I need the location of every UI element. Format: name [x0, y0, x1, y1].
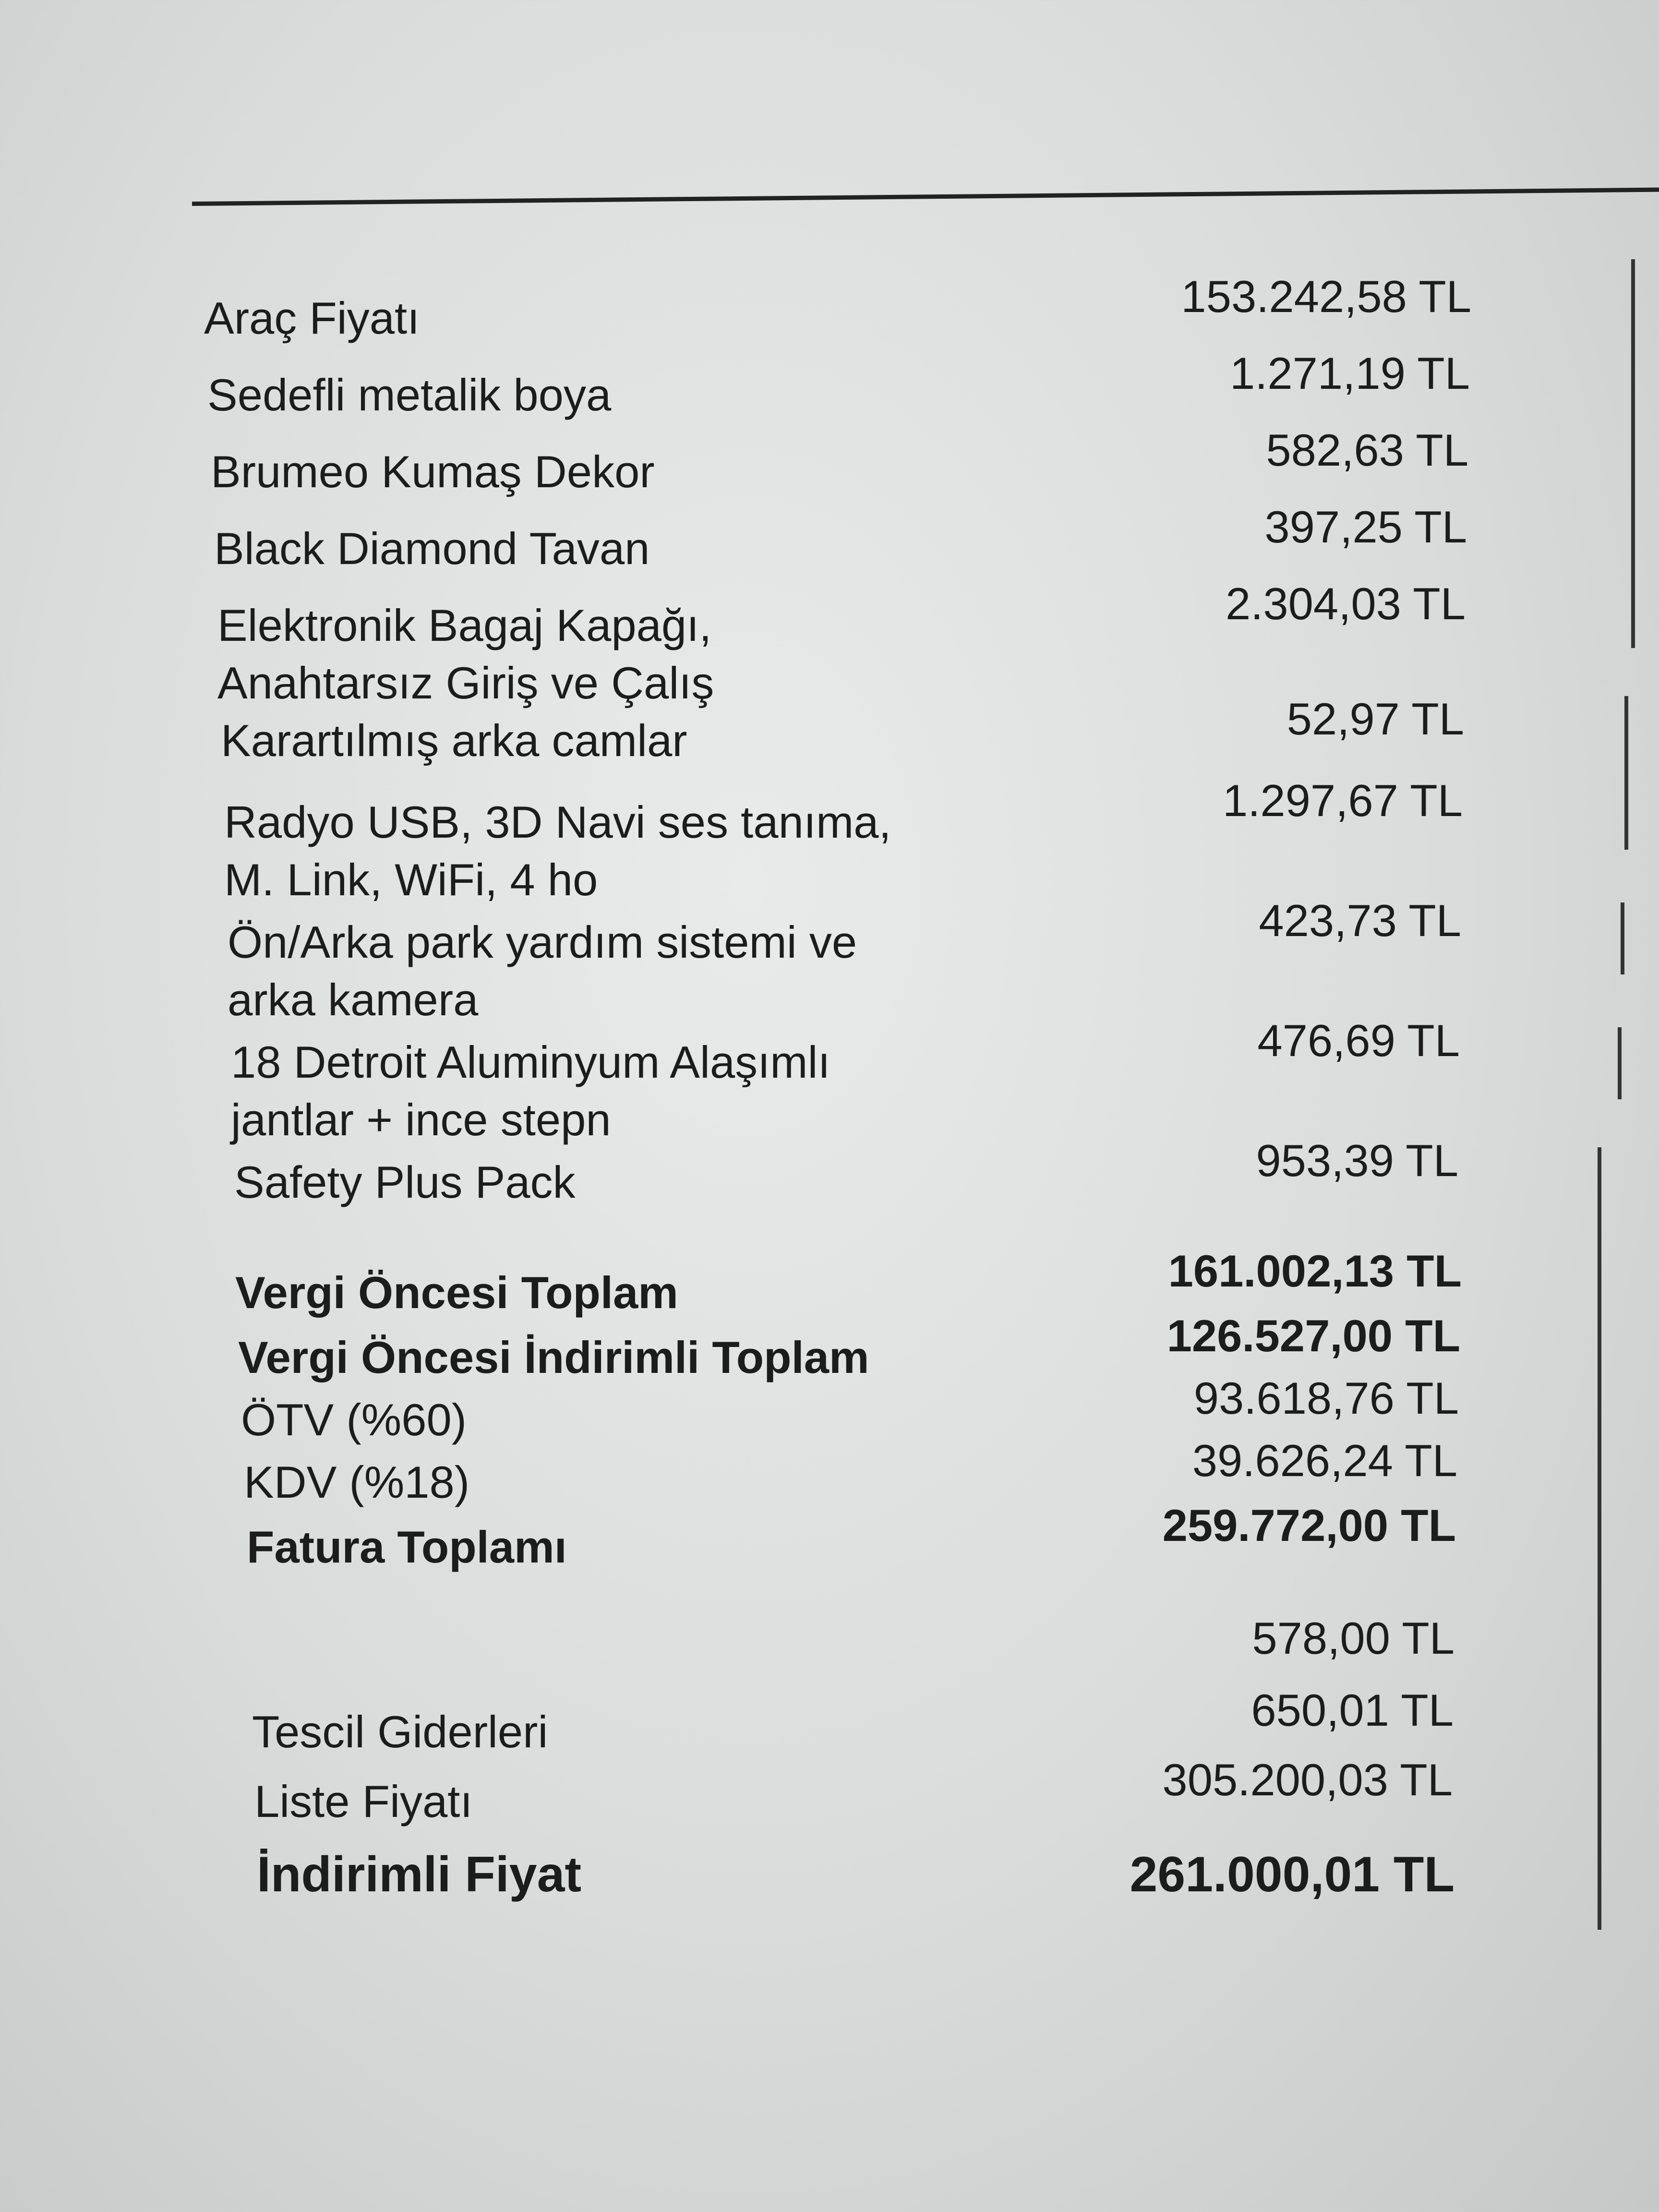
line-item-label: jantlar + ince stepn [231, 1094, 611, 1145]
final-price-label: İndirimli Fiyat [257, 1847, 582, 1902]
total-label: KDV (%18) [244, 1457, 470, 1507]
total-label: Fatura Toplamı [247, 1522, 567, 1572]
line-item-label: Safety Plus Pack [234, 1157, 576, 1207]
line-item-label: Ön/Arka park yardım sistemi ve [228, 917, 857, 967]
margin-line [1598, 1147, 1601, 1930]
extra-amount: 578,00 TL [1252, 1613, 1455, 1663]
total-label: ÖTV (%60) [241, 1395, 467, 1445]
total-label: Vergi Öncesi Toplam [235, 1267, 678, 1318]
margin-line [1624, 696, 1628, 850]
top-rule [192, 188, 1659, 206]
margin-line [1618, 1027, 1622, 1099]
line-item-label: Brumeo Kumaş Dekor [211, 446, 655, 497]
total-amount: 126.527,00 TL [1166, 1310, 1460, 1361]
extra-amount: 305.200,03 TL [1162, 1755, 1453, 1805]
line-item-amount: 1.297,67 TL [1222, 775, 1463, 826]
line-item-label: Radyo USB, 3D Navi ses tanıma, [224, 797, 891, 847]
line-item-amount: 2.304,03 TL [1225, 578, 1466, 629]
line-item-label: Karartılmış arka camlar [221, 715, 687, 766]
margin-line [1631, 259, 1635, 648]
margin-line [1621, 902, 1624, 974]
extra-label: Liste Fiyatı [254, 1776, 473, 1827]
extra-amount: 650,01 TL [1251, 1685, 1454, 1735]
total-amount: 259.772,00 TL [1162, 1500, 1456, 1551]
final-price-amount: 261.000,01 TL [1130, 1847, 1455, 1902]
line-item-label: Sedefli metalik boya [207, 370, 612, 420]
line-item-amount: 153.242,58 TL [1181, 271, 1471, 322]
line-item-label: Elektronik Bagaj Kapağı, [217, 600, 712, 650]
total-amount: 161.002,13 TL [1168, 1246, 1462, 1296]
line-item-amount: 397,25 TL [1264, 502, 1467, 552]
total-amount: 39.626,24 TL [1192, 1435, 1457, 1486]
line-item-amount: 1.271,19 TL [1229, 348, 1470, 398]
extra-label: Tescil Giderleri [252, 1707, 548, 1757]
line-item-amount: 953,39 TL [1256, 1135, 1458, 1186]
line-item-amount: 476,69 TL [1257, 1015, 1460, 1066]
line-item-label: Anahtarsız Giriş ve Çalış [217, 658, 714, 708]
line-item-label: Araç Fiyatı [204, 293, 420, 343]
line-item-amount: 52,97 TL [1286, 694, 1464, 744]
total-amount: 93.618,76 TL [1193, 1373, 1459, 1423]
line-item-label: M. Link, WiFi, 4 ho [224, 854, 598, 905]
line-item-label: 18 Detroit Aluminyum Alaşımlı [231, 1037, 830, 1087]
line-item-amount: 423,73 TL [1259, 895, 1461, 946]
total-label: Vergi Öncesi İndirimli Toplam [238, 1332, 869, 1382]
line-item-label: arka kamera [228, 974, 479, 1025]
line-item-amount: 582,63 TL [1266, 425, 1468, 475]
line-item-label: Black Diamond Tavan [214, 523, 650, 574]
